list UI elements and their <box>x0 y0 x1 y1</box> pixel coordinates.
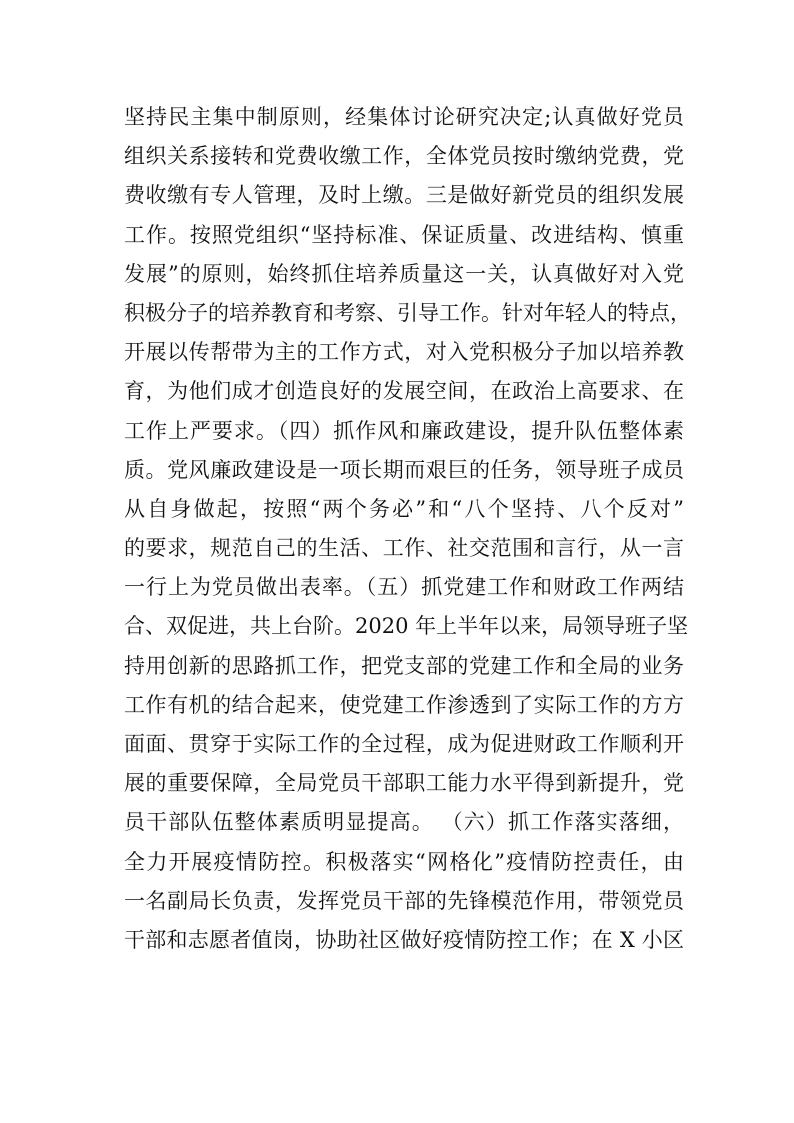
text-line: 发展”的原则，始终抓住培养质量这一关，认真做好对入党 <box>124 261 684 286</box>
text-line: 合、双促进，共上台阶。2020 年上半年以来，局领导班子坚 <box>124 614 689 639</box>
text-line: 从自身做起，按照“两个务必”和“八个坚持、八个反对” <box>124 496 684 521</box>
body-text <box>124 98 691 960</box>
text-line: 工作上严要求。（四）抓作风和廉政建设，提升队伍整体素 <box>124 418 684 443</box>
text-line: 费收缴有专人管理，及时上缴。三是做好新党员的组织发展 <box>124 183 684 208</box>
text-line: 一名副局长负责，发挥党员干部的先锋模范作用，带领党员 <box>124 888 684 913</box>
text-line: 育，为他们成才创造良好的发展空间，在政治上高要求、在 <box>124 379 684 404</box>
text-line: 的要求，规范自己的生活、工作、社交范围和言行，从一言 <box>124 536 684 561</box>
text-line: 展的重要保障，全局党员干部职工能力水平得到新提升，党 <box>124 771 684 796</box>
text-line: 积极分子的培养教育和考察、引导工作。针对年轻人的特点， <box>124 300 691 325</box>
text-line: 质。党风廉政建设是一项长期而艰巨的任务，领导班子成员 <box>124 457 684 482</box>
text-line: 面面、贯穿于实际工作的全过程，成为促进财政工作顺利开 <box>124 732 684 756</box>
text-line: 工作有机的结合起来，使党建工作渗透到了实际工作的方方 <box>124 692 684 717</box>
text-line: 干部和志愿者值岗，协助社区做好疫情防控工作；在 X 小区 <box>124 927 684 952</box>
text-line: 工作。按照党组织“坚持标准、保证质量、改进结构、慎重 <box>124 222 684 247</box>
text-line: 员干部队伍整体素质明显提高。 （六）抓工作落实落细， <box>124 810 684 835</box>
text-line: 坚持民主集中制原则，经集体讨论研究决定;认真做好党员 <box>124 105 684 129</box>
text-line: 开展以传帮带为主的工作方式，对入党积极分子加以培养教 <box>124 340 684 365</box>
text-line: 组织关系接转和党费收缴工作，全体党员按时缴纳党费，党 <box>124 144 684 169</box>
text-line: 持用创新的思路抓工作，把党支部的党建工作和全局的业务 <box>124 653 684 678</box>
text-line: 全力开展疫情防控。积极落实“网格化”疫情防控责任，由 <box>124 849 684 874</box>
text-line: 一行上为党员做出表率。（五）抓党建工作和财政工作两结 <box>124 575 684 600</box>
